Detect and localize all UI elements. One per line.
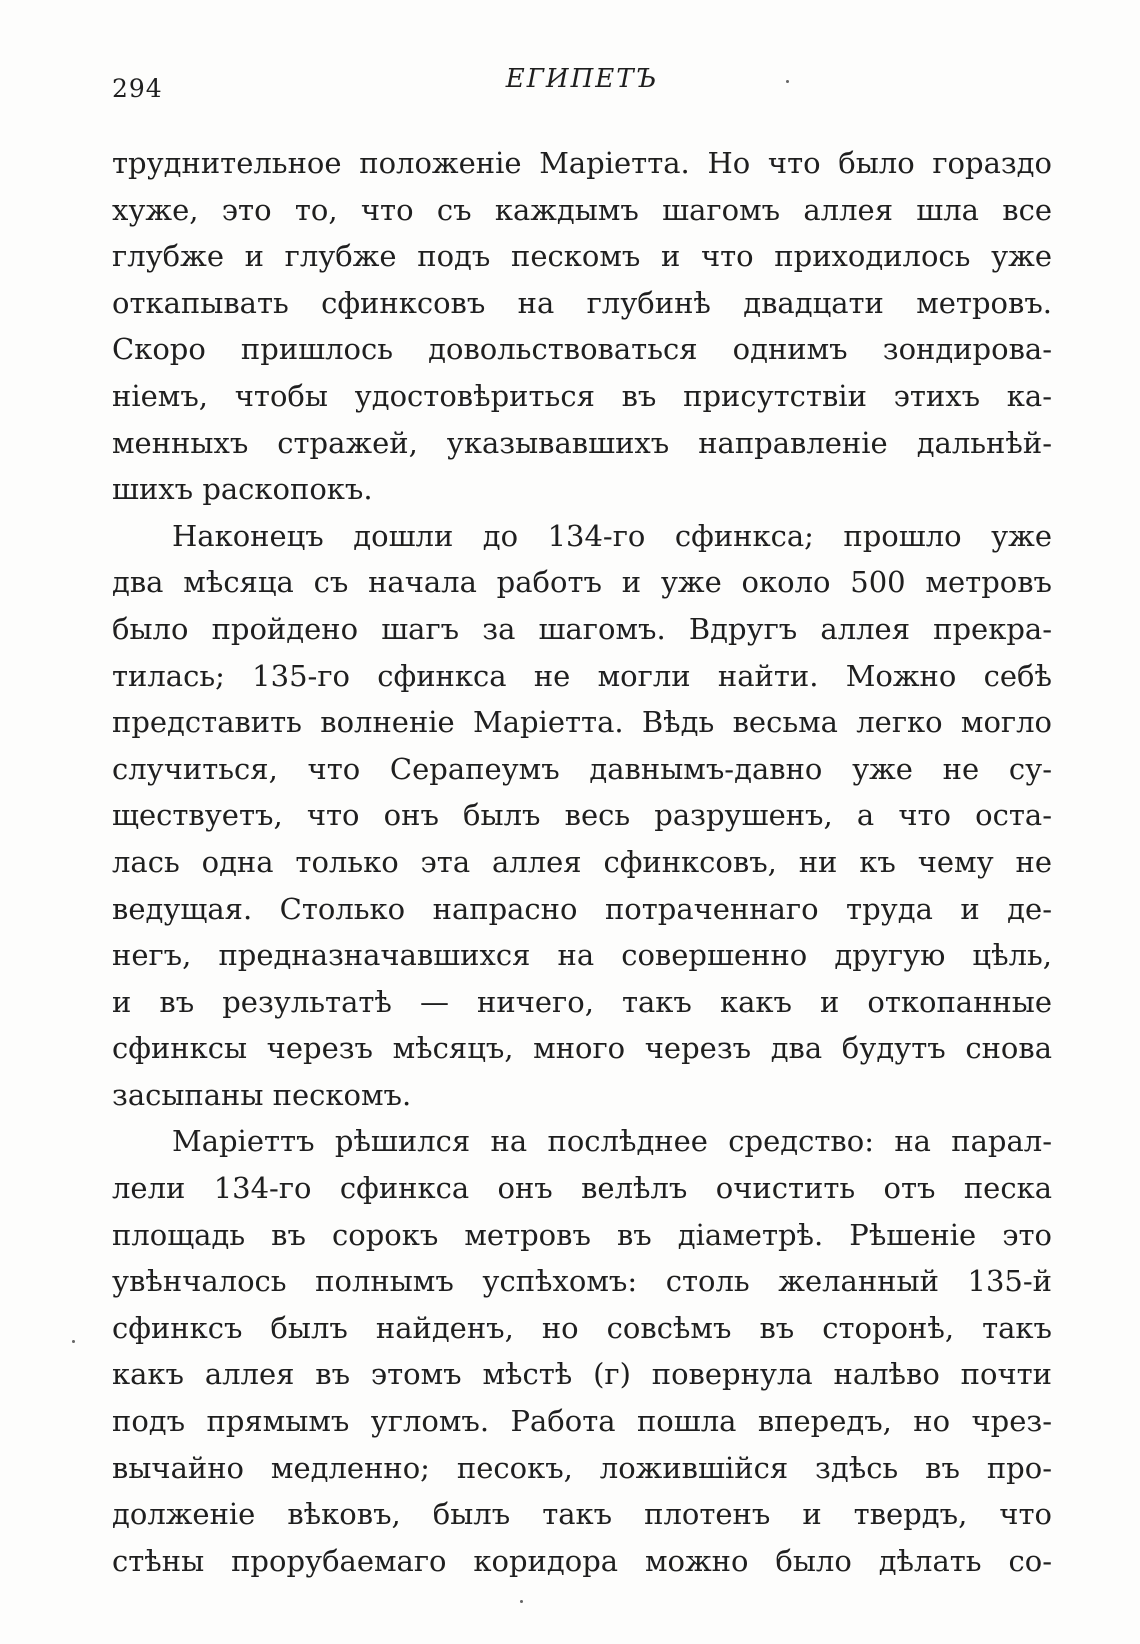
text-line: Наконецъ дошли до 134-го сфинкса; прошло уже: [172, 518, 1052, 553]
text-line: и въ результатѣ — ничего, такъ какъ и откопанные: [112, 984, 1052, 1019]
text-line: вычайно медленно; песокъ, ложившiйся здѣсь въ про-: [112, 1450, 1052, 1485]
text-line: засыпаны пескомъ.: [112, 1077, 412, 1112]
running-title: ЕГИПЕТЪ: [505, 64, 659, 94]
text-line: представить волненie Марiетта. Вѣдь весьма легко могло: [112, 705, 1052, 740]
text-line: стѣны прорубаемаго коридора можно было дѣлать со-: [112, 1543, 1052, 1578]
text-line: Скоро пришлось довольствоваться однимъ зондирова-: [112, 332, 1052, 367]
text-line: какъ аллея въ этомъ мѣстѣ (г) повернула налѣво почти: [112, 1357, 1052, 1392]
body-text: [112, 140, 1052, 1584]
text-line: откапывать сфинксовъ на глубинѣ двадцати метровъ.: [112, 285, 1052, 320]
text-line: труднительное положенie Марiетта. Но что было гораздо: [112, 146, 1052, 180]
scan-speck: [520, 1600, 523, 1603]
text-line: сфинксы черезъ мѣсяцъ, много черезъ два будутъ снова: [112, 1031, 1052, 1066]
scan-speck: [72, 1340, 75, 1343]
text-line: менныхъ стражей, указывавшихъ направленie дальнѣй-: [112, 425, 1052, 460]
text-line: ществуетъ, что онъ былъ весь разрушенъ, а что оста-: [112, 798, 1052, 833]
text-line: тилась; 135-го сфинкса не могли найти. Можно себѣ: [112, 658, 1052, 693]
text-line: лась одна только эта аллея сфинксовъ, ни къ чему не: [112, 844, 1052, 879]
page-header: [112, 62, 1052, 102]
text-line: хуже, это то, что съ каждымъ шагомъ аллея шла все: [112, 192, 1052, 227]
text-line: лели 134-го сфинкса онъ велѣлъ очистить отъ песка: [112, 1171, 1052, 1206]
text-line: глубже и глубже подъ пескомъ и что приходилось уже: [112, 239, 1052, 274]
text-line: сфинксъ былъ найденъ, но совсѣмъ въ сторонѣ, такъ: [112, 1310, 1052, 1345]
text-line: подъ прямымъ угломъ. Работа пошла впередъ, но чрез-: [112, 1404, 1052, 1439]
page-number: 294: [112, 74, 163, 103]
text-line: Марiеттъ рѣшился на послѣднее средство: на парал-: [172, 1124, 1052, 1159]
scan-speck: [786, 80, 789, 83]
text-line: шихъ раскопокъ.: [112, 472, 373, 507]
text-line: два мѣсяца съ начала работъ и уже около 500 метровъ: [112, 565, 1052, 600]
text-line: негъ, предназначавшихся на совершенно другую цѣль,: [112, 938, 1052, 973]
text-line: случиться, что Серапеумъ давнымъ-давно уже не су-: [112, 751, 1052, 786]
text-line: увѣнчалось полнымъ успѣхомъ: столь желанный 135-й: [112, 1264, 1052, 1299]
text-line: долженie вѣковъ, былъ такъ плотенъ и твердъ, что: [112, 1497, 1052, 1532]
text-line: нiемъ, чтобы удостовѣриться въ присутствiи этихъ ка-: [112, 378, 1052, 413]
text-line: ведущая. Столько напрасно потраченнаго труда и де-: [112, 891, 1052, 926]
text-line: площадь въ сорокъ метровъ въ дiаметрѣ. Рѣшенie это: [112, 1217, 1052, 1252]
text-line: было пройдено шагъ за шагомъ. Вдругъ аллея прекра-: [112, 611, 1052, 646]
